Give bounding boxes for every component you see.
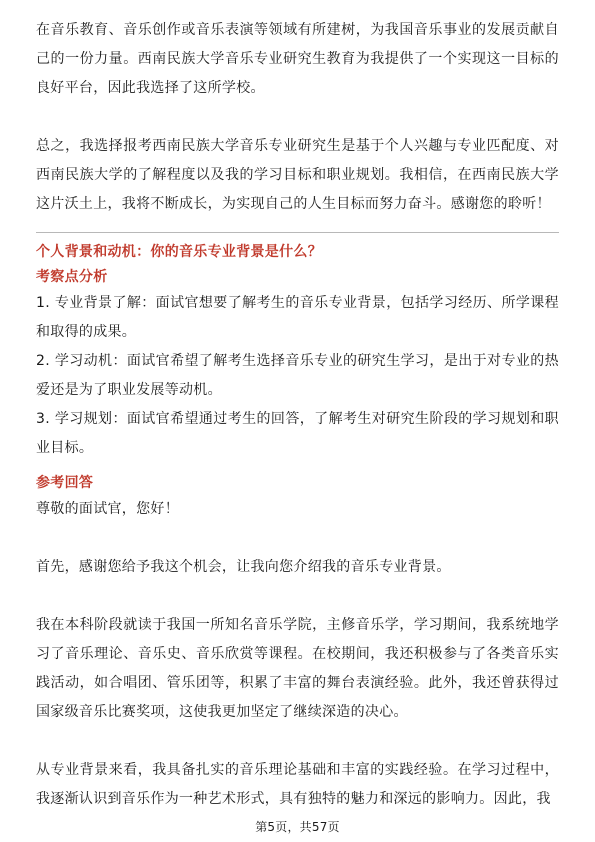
answer-label: 参考回答 [36, 475, 94, 491]
answer-paragraph: 首先，感谢您给予我这个机会，让我向您介绍我的音乐专业背景。 [36, 559, 451, 575]
intro-paragraph: 在音乐教育、音乐创作或音乐表演等领域有所建树，为我国音乐事业的发展贡献自己的一份力量。西南民族大学音乐专业研究生教育为我提供了一个实现这一目标的良好平台，因此我选择了这所学校。 [36, 22, 559, 96]
paragraph-spacer [36, 524, 559, 553]
intro-paragraph: 总之，我选择报考西南民族大学音乐专业研究生是基于个人兴趣与专业匹配度、对西南民族大学的了解程度以及我的学习目标和职业规划。我相信，在西南民族大学这片沃土上，我将不断成长，为实现自己的人生目标而努力奋斗。感谢您的聆听！ [36, 138, 559, 212]
document-page [36, 16, 559, 814]
answer-paragraph: 我在本科阶段就读于我国一所知名音乐学院，主修音乐学，学习期间，我系统地学习了音乐理论、音乐史、音乐欣赏等课程。在校期间，我还积极参与了各类音乐实践活动，如合唱团、管乐团等，积累了丰富的舞台表演经验。此外，我还曾获得过国家级音乐比赛奖项，这使我更加坚定了继续深造的决心。 [36, 617, 559, 720]
page-number: 第5页，共57页 [255, 820, 340, 834]
answer-greeting: 尊敬的面试官，您好！ [36, 501, 179, 517]
paragraph-spacer [36, 727, 559, 756]
analysis-label: 考察点分析 [36, 269, 108, 285]
analysis-item: 1. 专业背景了解：面试官想要了解考生的音乐专业背景，包括学习经历、所学课程和取得的成果。 [36, 295, 559, 340]
answer-paragraph: 从专业背景来看，我具备扎实的音乐理论基础和丰富的实践经验。在学习过程中，我逐渐认识到音乐作为一种艺术形式，具有独特的魅力和深远的影响力。因此，我 [36, 762, 559, 807]
question-title: 个人背景和动机：你的音乐专业背景是什么？ [36, 244, 322, 260]
paragraph-spacer [36, 103, 559, 132]
analysis-item: 2. 学习动机：面试官希望了解考生选择音乐专业的研究生学习，是出于对专业的热爱还是为了职业发展等动机。 [36, 353, 559, 398]
section-divider [36, 232, 559, 233]
analysis-item: 3. 学习规划：面试官希望通过考生的回答，了解考生对研究生阶段的学习规划和职业目标。 [36, 411, 559, 456]
paragraph-spacer [36, 582, 559, 611]
